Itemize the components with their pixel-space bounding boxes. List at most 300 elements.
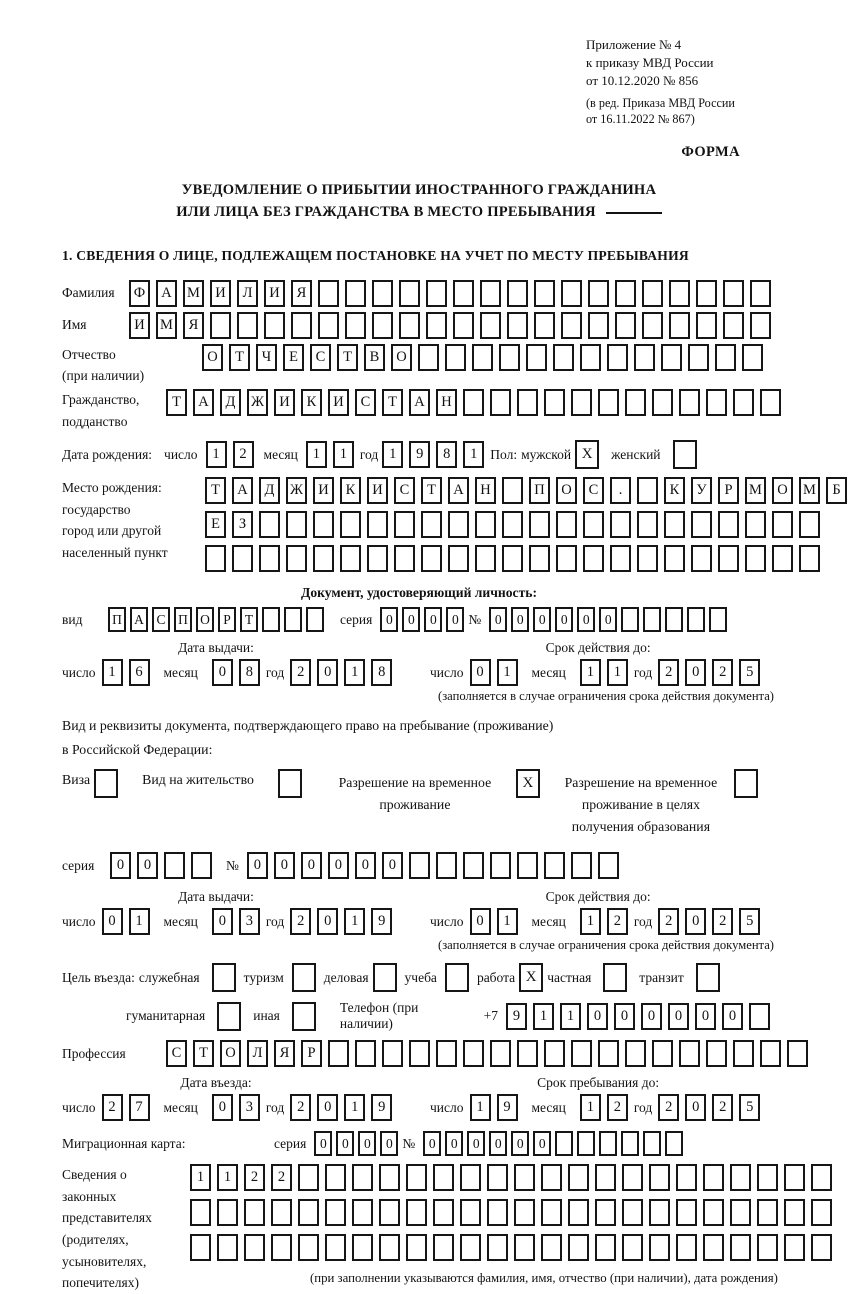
- form-cell[interactable]: [475, 511, 496, 538]
- form-cell[interactable]: [313, 511, 334, 538]
- form-cell[interactable]: Ж: [286, 477, 307, 504]
- form-cell[interactable]: [750, 312, 771, 339]
- form-cell[interactable]: [661, 344, 682, 371]
- form-cell[interactable]: 0: [317, 659, 338, 686]
- form-cell[interactable]: 0: [587, 1003, 608, 1030]
- form-cell[interactable]: [811, 1199, 832, 1226]
- form-cell[interactable]: 9: [506, 1003, 527, 1030]
- form-cell[interactable]: [367, 511, 388, 538]
- form-cell[interactable]: [621, 1131, 639, 1156]
- form-cell[interactable]: С: [310, 344, 331, 371]
- form-cell[interactable]: [730, 1234, 751, 1261]
- form-cell[interactable]: [291, 312, 312, 339]
- form-cell[interactable]: [345, 280, 366, 307]
- form-cell[interactable]: [418, 344, 439, 371]
- form-cell[interactable]: [730, 1164, 751, 1191]
- form-cell[interactable]: [460, 1164, 481, 1191]
- form-cell[interactable]: 2: [233, 441, 254, 468]
- form-cell[interactable]: [426, 280, 447, 307]
- form-cell[interactable]: [679, 1040, 700, 1067]
- form-cell[interactable]: [544, 389, 565, 416]
- form-cell[interactable]: [164, 852, 185, 879]
- form-cell[interactable]: [691, 545, 712, 572]
- form-cell[interactable]: Н: [475, 477, 496, 504]
- form-cell[interactable]: 0: [445, 1131, 463, 1156]
- form-cell[interactable]: [642, 280, 663, 307]
- form-cell[interactable]: [733, 1040, 754, 1067]
- form-cell[interactable]: [544, 1040, 565, 1067]
- form-cell[interactable]: И: [367, 477, 388, 504]
- form-cell[interactable]: 5: [739, 908, 760, 935]
- form-cell[interactable]: Е: [205, 511, 226, 538]
- form-cell[interactable]: [436, 1040, 457, 1067]
- form-cell[interactable]: 2: [712, 908, 733, 935]
- form-cell[interactable]: [665, 607, 683, 632]
- form-cell[interactable]: 5: [739, 659, 760, 686]
- form-cell[interactable]: [399, 280, 420, 307]
- form-cell[interactable]: 1: [306, 441, 327, 468]
- form-cell[interactable]: 0: [489, 1131, 507, 1156]
- form-cell[interactable]: Т: [166, 389, 187, 416]
- form-cell[interactable]: Ф: [129, 280, 150, 307]
- form-cell[interactable]: 0: [695, 1003, 716, 1030]
- form-cell[interactable]: 2: [607, 908, 628, 935]
- form-cell[interactable]: [394, 545, 415, 572]
- form-cell[interactable]: 0: [511, 1131, 529, 1156]
- form-cell[interactable]: С: [152, 607, 170, 632]
- form-cell[interactable]: [571, 1040, 592, 1067]
- form-cell[interactable]: [571, 852, 592, 879]
- form-cell[interactable]: [352, 1164, 373, 1191]
- form-cell[interactable]: [583, 511, 604, 538]
- form-cell[interactable]: 1: [533, 1003, 554, 1030]
- form-cell[interactable]: 1: [206, 441, 227, 468]
- form-cell[interactable]: С: [583, 477, 604, 504]
- form-cell[interactable]: [649, 1234, 670, 1261]
- purpose-commercial-checkbox[interactable]: [373, 963, 397, 992]
- form-cell[interactable]: Я: [291, 280, 312, 307]
- form-cell[interactable]: 0: [110, 852, 131, 879]
- form-cell[interactable]: [568, 1199, 589, 1226]
- form-cell[interactable]: 9: [409, 441, 430, 468]
- form-cell[interactable]: [232, 545, 253, 572]
- form-cell[interactable]: [643, 607, 661, 632]
- form-cell[interactable]: [760, 1040, 781, 1067]
- form-cell[interactable]: [687, 607, 705, 632]
- form-cell[interactable]: [480, 312, 501, 339]
- form-cell[interactable]: [426, 312, 447, 339]
- form-cell[interactable]: [615, 312, 636, 339]
- form-cell[interactable]: [555, 1131, 573, 1156]
- form-cell[interactable]: [237, 312, 258, 339]
- form-cell[interactable]: [244, 1199, 265, 1226]
- form-cell[interactable]: [372, 312, 393, 339]
- form-cell[interactable]: А: [409, 389, 430, 416]
- form-cell[interactable]: [811, 1234, 832, 1261]
- form-cell[interactable]: [561, 312, 582, 339]
- form-cell[interactable]: 0: [668, 1003, 689, 1030]
- form-cell[interactable]: Л: [237, 280, 258, 307]
- form-cell[interactable]: [399, 312, 420, 339]
- form-cell[interactable]: [507, 312, 528, 339]
- form-cell[interactable]: [409, 1040, 430, 1067]
- form-cell[interactable]: Е: [283, 344, 304, 371]
- form-cell[interactable]: [499, 344, 520, 371]
- form-cell[interactable]: 0: [382, 852, 403, 879]
- form-cell[interactable]: [340, 511, 361, 538]
- form-cell[interactable]: [742, 344, 763, 371]
- form-cell[interactable]: О: [556, 477, 577, 504]
- form-cell[interactable]: [799, 511, 820, 538]
- form-cell[interactable]: [286, 511, 307, 538]
- form-cell[interactable]: [577, 1131, 595, 1156]
- form-cell[interactable]: [502, 511, 523, 538]
- form-cell[interactable]: К: [340, 477, 361, 504]
- form-cell[interactable]: О: [772, 477, 793, 504]
- form-cell[interactable]: [433, 1199, 454, 1226]
- form-cell[interactable]: [460, 1199, 481, 1226]
- form-cell[interactable]: [706, 1040, 727, 1067]
- form-cell[interactable]: [610, 511, 631, 538]
- form-cell[interactable]: [284, 607, 302, 632]
- form-cell[interactable]: Ж: [247, 389, 268, 416]
- form-cell[interactable]: [448, 511, 469, 538]
- form-cell[interactable]: [723, 312, 744, 339]
- form-cell[interactable]: [463, 1040, 484, 1067]
- rvp-checkbox[interactable]: X: [516, 769, 540, 798]
- form-cell[interactable]: [598, 1040, 619, 1067]
- form-cell[interactable]: [514, 1234, 535, 1261]
- form-cell[interactable]: [772, 545, 793, 572]
- form-cell[interactable]: И: [313, 477, 334, 504]
- form-cell[interactable]: Т: [337, 344, 358, 371]
- form-cell[interactable]: [487, 1199, 508, 1226]
- form-cell[interactable]: Н: [436, 389, 457, 416]
- form-cell[interactable]: [676, 1164, 697, 1191]
- form-cell[interactable]: 0: [577, 607, 595, 632]
- form-cell[interactable]: З: [232, 511, 253, 538]
- form-cell[interactable]: [340, 545, 361, 572]
- form-cell[interactable]: [421, 511, 442, 538]
- form-cell[interactable]: Т: [229, 344, 250, 371]
- form-cell[interactable]: Я: [274, 1040, 295, 1067]
- form-cell[interactable]: [571, 389, 592, 416]
- form-cell[interactable]: [259, 511, 280, 538]
- form-cell[interactable]: И: [264, 280, 285, 307]
- form-cell[interactable]: К: [301, 389, 322, 416]
- form-cell[interactable]: 6: [129, 659, 150, 686]
- form-cell[interactable]: [453, 280, 474, 307]
- form-cell[interactable]: 0: [102, 908, 123, 935]
- form-cell[interactable]: О: [196, 607, 214, 632]
- form-cell[interactable]: [622, 1199, 643, 1226]
- form-cell[interactable]: [583, 545, 604, 572]
- form-cell[interactable]: [568, 1164, 589, 1191]
- form-cell[interactable]: [568, 1234, 589, 1261]
- form-cell[interactable]: 0: [533, 607, 551, 632]
- form-cell[interactable]: 3: [239, 908, 260, 935]
- form-cell[interactable]: 0: [212, 1094, 233, 1121]
- form-cell[interactable]: [448, 545, 469, 572]
- form-cell[interactable]: 2: [102, 1094, 123, 1121]
- form-cell[interactable]: [517, 852, 538, 879]
- form-cell[interactable]: [544, 852, 565, 879]
- visa-checkbox[interactable]: [94, 769, 118, 798]
- form-cell[interactable]: 0: [402, 607, 420, 632]
- form-cell[interactable]: [598, 389, 619, 416]
- form-cell[interactable]: [453, 312, 474, 339]
- form-cell[interactable]: 0: [247, 852, 268, 879]
- purpose-humanitarian-checkbox[interactable]: [217, 1002, 241, 1031]
- form-cell[interactable]: 2: [712, 659, 733, 686]
- form-cell[interactable]: 0: [511, 607, 529, 632]
- form-cell[interactable]: [634, 344, 655, 371]
- form-cell[interactable]: А: [448, 477, 469, 504]
- form-cell[interactable]: 1: [607, 659, 628, 686]
- form-cell[interactable]: [643, 1131, 661, 1156]
- form-cell[interactable]: [599, 1131, 617, 1156]
- form-cell[interactable]: [745, 545, 766, 572]
- form-cell[interactable]: [217, 1234, 238, 1261]
- form-cell[interactable]: [487, 1234, 508, 1261]
- form-cell[interactable]: 2: [290, 659, 311, 686]
- form-cell[interactable]: 0: [489, 607, 507, 632]
- form-cell[interactable]: С: [166, 1040, 187, 1067]
- form-cell[interactable]: [625, 1040, 646, 1067]
- form-cell[interactable]: 8: [239, 659, 260, 686]
- form-cell[interactable]: [409, 852, 430, 879]
- form-cell[interactable]: 0: [317, 1094, 338, 1121]
- form-cell[interactable]: [787, 1040, 808, 1067]
- form-cell[interactable]: 1: [470, 1094, 491, 1121]
- form-cell[interactable]: Т: [382, 389, 403, 416]
- form-cell[interactable]: [490, 852, 511, 879]
- form-cell[interactable]: 0: [328, 852, 349, 879]
- form-cell[interactable]: 1: [580, 1094, 601, 1121]
- form-cell[interactable]: [784, 1164, 805, 1191]
- form-cell[interactable]: 0: [446, 607, 464, 632]
- form-cell[interactable]: Б: [826, 477, 847, 504]
- purpose-study-checkbox[interactable]: [445, 963, 469, 992]
- form-cell[interactable]: Л: [247, 1040, 268, 1067]
- form-cell[interactable]: [490, 389, 511, 416]
- form-cell[interactable]: А: [232, 477, 253, 504]
- form-cell[interactable]: 0: [424, 607, 442, 632]
- form-cell[interactable]: [772, 511, 793, 538]
- form-cell[interactable]: [696, 280, 717, 307]
- form-cell[interactable]: 0: [212, 659, 233, 686]
- form-cell[interactable]: М: [183, 280, 204, 307]
- purpose-transit-checkbox[interactable]: [696, 963, 720, 992]
- form-cell[interactable]: Т: [193, 1040, 214, 1067]
- form-cell[interactable]: [703, 1234, 724, 1261]
- form-cell[interactable]: [556, 511, 577, 538]
- form-cell[interactable]: [757, 1164, 778, 1191]
- form-cell[interactable]: [649, 1199, 670, 1226]
- form-cell[interactable]: [757, 1199, 778, 1226]
- form-cell[interactable]: 0: [722, 1003, 743, 1030]
- form-cell[interactable]: [588, 280, 609, 307]
- form-cell[interactable]: [534, 312, 555, 339]
- form-cell[interactable]: [271, 1199, 292, 1226]
- form-cell[interactable]: 0: [685, 1094, 706, 1121]
- form-cell[interactable]: 2: [658, 659, 679, 686]
- form-cell[interactable]: [325, 1164, 346, 1191]
- form-cell[interactable]: [691, 511, 712, 538]
- form-cell[interactable]: [406, 1234, 427, 1261]
- form-cell[interactable]: [580, 344, 601, 371]
- form-cell[interactable]: [463, 389, 484, 416]
- form-cell[interactable]: [733, 389, 754, 416]
- form-cell[interactable]: И: [210, 280, 231, 307]
- form-cell[interactable]: [709, 607, 727, 632]
- form-cell[interactable]: [367, 545, 388, 572]
- form-cell[interactable]: 0: [317, 908, 338, 935]
- form-cell[interactable]: 2: [271, 1164, 292, 1191]
- form-cell[interactable]: 1: [580, 908, 601, 935]
- form-cell[interactable]: 1: [382, 441, 403, 468]
- form-cell[interactable]: [622, 1164, 643, 1191]
- form-cell[interactable]: [517, 1040, 538, 1067]
- form-cell[interactable]: 5: [739, 1094, 760, 1121]
- purpose-tourism-checkbox[interactable]: [292, 963, 316, 992]
- form-cell[interactable]: [637, 545, 658, 572]
- form-cell[interactable]: 2: [658, 908, 679, 935]
- form-cell[interactable]: И: [274, 389, 295, 416]
- form-cell[interactable]: [379, 1164, 400, 1191]
- form-cell[interactable]: 0: [274, 852, 295, 879]
- form-cell[interactable]: [621, 607, 639, 632]
- form-cell[interactable]: [372, 280, 393, 307]
- form-cell[interactable]: [306, 607, 324, 632]
- form-cell[interactable]: [355, 1040, 376, 1067]
- form-cell[interactable]: Т: [205, 477, 226, 504]
- form-cell[interactable]: [406, 1164, 427, 1191]
- form-cell[interactable]: Д: [259, 477, 280, 504]
- form-cell[interactable]: С: [394, 477, 415, 504]
- form-cell[interactable]: [472, 344, 493, 371]
- form-cell[interactable]: А: [130, 607, 148, 632]
- form-cell[interactable]: 0: [336, 1131, 354, 1156]
- form-cell[interactable]: 2: [658, 1094, 679, 1121]
- form-cell[interactable]: 0: [467, 1131, 485, 1156]
- form-cell[interactable]: [595, 1234, 616, 1261]
- form-cell[interactable]: П: [529, 477, 550, 504]
- form-cell[interactable]: [445, 344, 466, 371]
- form-cell[interactable]: [541, 1234, 562, 1261]
- form-cell[interactable]: [190, 1234, 211, 1261]
- form-cell[interactable]: [718, 511, 739, 538]
- form-cell[interactable]: [271, 1234, 292, 1261]
- form-cell[interactable]: 0: [614, 1003, 635, 1030]
- form-cell[interactable]: А: [156, 280, 177, 307]
- form-cell[interactable]: 2: [244, 1164, 265, 1191]
- purpose-work-checkbox[interactable]: X: [519, 963, 543, 992]
- form-cell[interactable]: [637, 477, 658, 504]
- form-cell[interactable]: 1: [560, 1003, 581, 1030]
- form-cell[interactable]: [345, 312, 366, 339]
- form-cell[interactable]: [745, 511, 766, 538]
- form-cell[interactable]: [421, 545, 442, 572]
- form-cell[interactable]: [507, 280, 528, 307]
- form-cell[interactable]: [517, 389, 538, 416]
- form-cell[interactable]: 9: [497, 1094, 518, 1121]
- form-cell[interactable]: [598, 852, 619, 879]
- form-cell[interactable]: 3: [239, 1094, 260, 1121]
- form-cell[interactable]: 7: [129, 1094, 150, 1121]
- form-cell[interactable]: [318, 312, 339, 339]
- form-cell[interactable]: 0: [314, 1131, 332, 1156]
- form-cell[interactable]: [244, 1234, 265, 1261]
- form-cell[interactable]: [595, 1164, 616, 1191]
- form-cell[interactable]: 0: [685, 659, 706, 686]
- form-cell[interactable]: [529, 511, 550, 538]
- sex-female-checkbox[interactable]: [673, 440, 697, 469]
- form-cell[interactable]: 1: [344, 659, 365, 686]
- form-cell[interactable]: 0: [355, 852, 376, 879]
- form-cell[interactable]: Р: [301, 1040, 322, 1067]
- form-cell[interactable]: 1: [580, 659, 601, 686]
- form-cell[interactable]: [749, 1003, 770, 1030]
- form-cell[interactable]: [610, 545, 631, 572]
- form-cell[interactable]: [625, 389, 646, 416]
- form-cell[interactable]: М: [156, 312, 177, 339]
- form-cell[interactable]: [676, 1199, 697, 1226]
- form-cell[interactable]: У: [691, 477, 712, 504]
- form-cell[interactable]: [750, 280, 771, 307]
- form-cell[interactable]: [502, 545, 523, 572]
- form-cell[interactable]: Т: [421, 477, 442, 504]
- form-cell[interactable]: С: [355, 389, 376, 416]
- form-cell[interactable]: [286, 545, 307, 572]
- form-cell[interactable]: [799, 545, 820, 572]
- form-cell[interactable]: [696, 312, 717, 339]
- residence-permit-checkbox[interactable]: [278, 769, 302, 798]
- form-cell[interactable]: М: [745, 477, 766, 504]
- form-cell[interactable]: 1: [497, 659, 518, 686]
- form-cell[interactable]: [526, 344, 547, 371]
- purpose-business-checkbox[interactable]: [212, 963, 236, 992]
- form-cell[interactable]: 0: [641, 1003, 662, 1030]
- form-cell[interactable]: [665, 1131, 683, 1156]
- form-cell[interactable]: [259, 545, 280, 572]
- form-cell[interactable]: [328, 1040, 349, 1067]
- form-cell[interactable]: 0: [358, 1131, 376, 1156]
- form-cell[interactable]: 1: [129, 908, 150, 935]
- form-cell[interactable]: .: [610, 477, 631, 504]
- form-cell[interactable]: [669, 312, 690, 339]
- form-cell[interactable]: [664, 511, 685, 538]
- form-cell[interactable]: [679, 389, 700, 416]
- form-cell[interactable]: В: [364, 344, 385, 371]
- form-cell[interactable]: [588, 312, 609, 339]
- form-cell[interactable]: [262, 607, 280, 632]
- form-cell[interactable]: [784, 1234, 805, 1261]
- form-cell[interactable]: Ч: [256, 344, 277, 371]
- form-cell[interactable]: 0: [380, 607, 398, 632]
- form-cell[interactable]: Т: [240, 607, 258, 632]
- form-cell[interactable]: [514, 1164, 535, 1191]
- sex-male-checkbox[interactable]: X: [575, 440, 599, 469]
- form-cell[interactable]: 0: [555, 607, 573, 632]
- form-cell[interactable]: [264, 312, 285, 339]
- form-cell[interactable]: Д: [220, 389, 241, 416]
- form-cell[interactable]: [642, 312, 663, 339]
- form-cell[interactable]: [561, 280, 582, 307]
- form-cell[interactable]: [433, 1164, 454, 1191]
- form-cell[interactable]: [382, 1040, 403, 1067]
- form-cell[interactable]: [325, 1199, 346, 1226]
